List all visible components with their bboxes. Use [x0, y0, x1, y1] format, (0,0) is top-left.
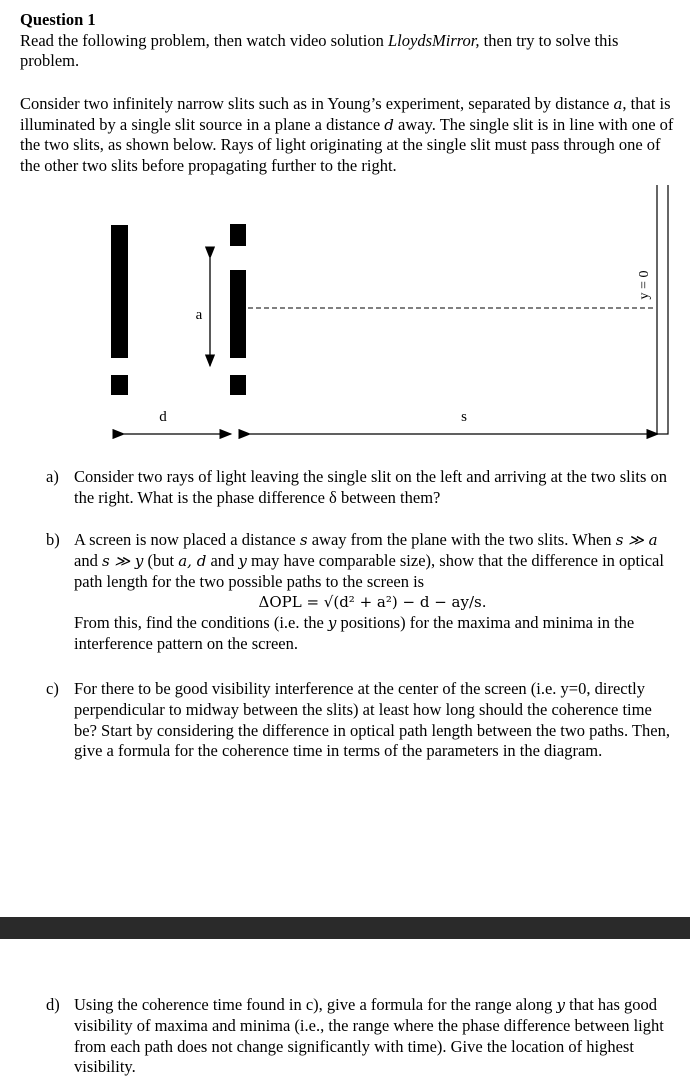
page-separator-bar: [0, 917, 690, 939]
text-run: Consider two rays of light leaving the single slit on the left and arriving at the two slits on the right. What is the phase difference δ between them?: [74, 467, 667, 507]
text-run: that has good visibility of maxima and minima (i.e., the range where the phase difference between light from each path does not change significantly with time). Give the location of highest visibility.: [74, 995, 664, 1077]
part-d-marker: d): [46, 995, 60, 1014]
text-run: positions) for the maxima and minima in the interference pattern on the screen.: [74, 613, 635, 653]
part-c-marker: c): [46, 679, 59, 698]
math-variable: s ≫ y: [101, 551, 144, 570]
source-slit-lower-bar: [111, 375, 128, 395]
intro-after: then try to solve this problem.: [20, 30, 619, 70]
text-run: From this, find the conditions (i.e. the: [74, 613, 328, 633]
math-variable: s ≫ a: [615, 531, 658, 549]
text-run: and: [206, 550, 239, 570]
problem-setup: [20, 94, 675, 176]
text-run: and: [74, 550, 102, 570]
text-run: , that is illuminated by a single slit source in a plane a distance: [20, 94, 671, 134]
y-zero-label: y = 0: [637, 270, 652, 300]
text-run: away from the plane with the two slits. When: [307, 530, 616, 549]
screen: [657, 185, 668, 434]
double-slit-top-bar: [230, 224, 246, 246]
part-c-text: [74, 679, 671, 762]
part-a-text: [74, 467, 671, 509]
distance-d-label: d: [159, 409, 167, 425]
text-run: For there to be good visibility interference at the center of the screen (i.e. y=0, directly perpendicular to midway between the slits) at least how long should the coherence time be? Start by considering the difference in optical path length between the two paths. Then, give a formula for the coherence time in terms of the parameters in the diagram.: [74, 679, 670, 761]
part-a-marker: a): [46, 467, 59, 486]
lloyds-mirror-diagram: [0, 185, 690, 450]
text-run: Using the coherence time found in c), give a formula for the range along: [74, 995, 557, 1014]
math-variable: d: [384, 115, 394, 134]
part-b-followup: [74, 613, 671, 655]
part-d-text: [74, 995, 671, 1078]
math-variable: y: [238, 551, 247, 570]
text-run: Consider two infinitely narrow slits such as in Young’s experiment, separated by distance: [20, 94, 614, 113]
part-a: [46, 467, 671, 509]
math-variable: s: [299, 531, 308, 549]
math-variable: y: [556, 996, 565, 1014]
intro-before: Read the following problem, then watch video solution: [20, 30, 388, 50]
part-b-marker: b): [46, 530, 60, 549]
source-slit-upper-bar: [111, 225, 128, 358]
part-c: [46, 679, 671, 762]
math-variable: a, d: [178, 551, 207, 570]
text-run: away. The single slit is in line with one of the two slits, as shown below. Rays of light originating at the single slit must pass through one of the other two slits before propagating further to the right.: [20, 114, 674, 175]
text-run: (but: [143, 550, 179, 570]
opl-formula: ΔOPL = √(d² + a²) − d − ay/s.: [258, 593, 487, 612]
separation-label: a: [195, 307, 203, 323]
video-link[interactable]: LloydsMirror,: [387, 30, 480, 50]
question-header: [20, 10, 675, 72]
double-slit-bottom-bar: [230, 375, 246, 395]
question-intro: [20, 31, 675, 72]
math-variable: y: [327, 614, 337, 633]
question-heading: Question 1: [20, 10, 96, 29]
part-d: [46, 995, 671, 1078]
part-b-text: [74, 530, 671, 592]
distance-s-label: s: [461, 409, 467, 425]
double-slit-middle-bar: [230, 270, 246, 358]
text-run: A screen is now placed a distance: [74, 530, 300, 549]
text-run: may have comparable size), show that the difference in optical path length for the two possible paths to the screen is: [74, 550, 664, 591]
math-variable: a: [613, 95, 623, 113]
part-b: [46, 530, 671, 655]
